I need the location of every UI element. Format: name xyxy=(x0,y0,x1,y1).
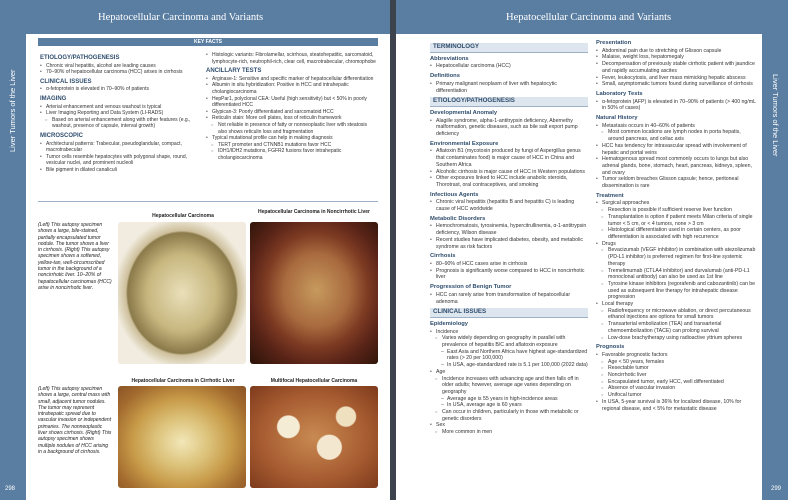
figure-title: Hepatocellular Carcinoma xyxy=(152,213,214,219)
list-item: • Chronic viral hepatitis (hepatitis B and hepatitis C) is leading cause of HCC worldwide xyxy=(430,199,588,212)
heading-microscopic: MICROSCOPIC xyxy=(40,132,84,139)
list-item: • Typical mutational profile can help in making diagnosis xyxy=(206,135,376,142)
right-page-number: 299 xyxy=(770,486,781,492)
list-subitem: ○ Age < 50 years, females xyxy=(596,359,758,366)
subheading: Abbreviations xyxy=(430,55,469,62)
list-item: • Surgical approaches xyxy=(596,200,758,207)
list-item: • Incidence xyxy=(430,329,588,336)
list-item: • Histologic variants: Fibrolamellar, scirrhous, steatohepatitic, sarcomatoid, lymphocyte-rich, neutrophil-rich, clear cell, macrotrabecular, chromophobe xyxy=(206,52,376,65)
figure-caption: (Left) This autopsy specimen shows a large, central mass with small, adjacent tumor nodules. The tumor may represent intrahepatic spread due to vascular invasion or independent primaries. The nonneoplastic liver shows cirrhosis. (Right) This autopsy specimen shows multiple nodules of HCC arising in a background of cirrhosis. xyxy=(38,386,112,455)
subheading: Presentation xyxy=(596,40,632,46)
list-item: • Aflatoxin B1 (mycotoxin produced by fungi of Aspergillus genus that contaminates food) is major cause of HCC in China and Southern Africa xyxy=(430,148,588,168)
list-item: • HCC has tendency for intravascular spread with involvement of hepatic and portal veins xyxy=(596,143,758,156)
left-page-number: 298 xyxy=(5,486,16,492)
list-subitem: ○ Transarterial embolization (TEA) and transarterial chemoembolization (TACE) can prolong survival xyxy=(596,321,758,334)
figure-title: Multifocal Hepatocellular Carcinoma xyxy=(270,378,358,384)
right-column-2 xyxy=(596,40,758,412)
list-subitem: ○ IDH1/IDH2 mutations, FGFR2 fusions favor intrahepatic cholangiocarcinoma xyxy=(206,148,376,161)
subheading: Definitions xyxy=(430,73,460,80)
left-page xyxy=(0,0,390,500)
list-item: • Prognosis is significantly worse compared to HCC in noncirrhotic liver xyxy=(430,268,588,281)
list-subitem: ○ Tremelimumab (CTLA4 inhibitor) and durvalumab (anti-PD-L1 monoclonal antibody) can also be used as 1st line xyxy=(596,268,758,281)
right-page xyxy=(396,0,788,500)
list-subitem: ○ Unifocal tumor xyxy=(596,392,758,399)
subheading: Metabolic Disorders xyxy=(430,215,486,222)
list-subitem: ○ Low-dose brachytherapy using radioactive yttrium spheres xyxy=(596,335,758,342)
list-item: • Hematogenous spread most commonly occurs to lungs but also adrenal glands, bone, stomach, heart, pancreas, kidneys, spleen, and ovary xyxy=(596,156,758,176)
list-item: • Malaise, weight loss, hepatomegaly xyxy=(596,54,758,61)
key-facts-column-2 xyxy=(206,52,376,162)
gross-specimen-image xyxy=(118,386,246,488)
list-subitem: ○ Absence of vascular invasion xyxy=(596,385,758,392)
list-item: • HCC can rarely arise from transformation of hepatocellular adenoma xyxy=(430,292,588,305)
figure-caption: (Left) This autopsy specimen shows a large, bile-stained, partially encapsulated tumor nodule. The tumor shows a liver in cirrhosis. (Right) This autopsy specimen shows a softened, yellow-tan, well-circumscribed tumor in the background of a noncirrhotic liver. 10–20% of hepatocellular carcinomas (HCC) arise in noncirrhotic liver. xyxy=(38,222,112,291)
list-subsubitem: – In USA, age-standardized rate is 5.1 per 100,000 (2022 data) xyxy=(430,362,588,369)
section-heading: ETIOLOGY/PATHOGENESIS xyxy=(430,97,588,107)
list-item: • Hepatocellular carcinoma (HCC) xyxy=(430,63,588,70)
list-item: • α-fetoprotein is elevated in 70–90% of patients xyxy=(40,86,198,93)
list-item: • Glypican-3: Poorly differentiated and sarcomatoid HCC xyxy=(206,109,376,116)
list-subitem: ○ Bevacizumab (VEGF inhibitor) in combination with atezolizumab (PD-L1 inhibitor) is preferred regimen for first-line systemic therapy xyxy=(596,247,758,267)
subheading: Laboratory Tests xyxy=(596,90,643,97)
heading-imaging: IMAGING xyxy=(40,95,67,102)
list-item: • Chronic viral hepatitis, alcohol are leading causes xyxy=(40,63,198,70)
list-subitem: ○ Radiofrequency or microwave ablation, or direct percutaneous ethanol injections are options for small tumors xyxy=(596,308,758,321)
list-item: • Sex xyxy=(430,422,588,429)
list-item: • Abdominal pain due to stretching of Glisson capsule xyxy=(596,48,758,55)
section-heading: CLINICAL ISSUES xyxy=(430,308,588,318)
list-item: • Tumor cells resemble hepatocytes with polygonal shape, round, vesicular nuclei, and prominent nucleoli xyxy=(40,154,198,167)
subheading: Infectious Agents xyxy=(430,191,479,198)
key-facts-divider xyxy=(38,201,378,202)
figure-title: Hepatocellular Carcinoma in Cirrhotic Liver xyxy=(131,378,235,384)
right-side-tab-label: Liver Tumors of the Liver xyxy=(771,74,780,157)
list-subitem: ○ Most common locations are lymph nodes in porta hepatis, around pancreas, and celiac axis xyxy=(596,129,758,142)
list-item: • In USA, 5-year survival is 36% for localized disease, 10% for regional disease, and < 5% for metastatic disease xyxy=(596,399,758,412)
list-item: • Primary malignant neoplasm of liver with hepatocytic differentiation xyxy=(430,81,588,94)
list-item: • Hemochromatosis, tyrosinemia, hypercitrullinemia, α-1-antitrypsin deficiency, Wilson disease xyxy=(430,223,588,236)
list-item: • Alcoholic cirrhosis is major cause of HCC in Western populations xyxy=(430,169,588,176)
key-facts-bar: KEY FACTS xyxy=(38,38,378,46)
heading-etiology: ETIOLOGY/PATHOGENESIS xyxy=(40,55,120,61)
list-item: • Drugs xyxy=(596,241,758,248)
list-item: • Favorable prognostic factors xyxy=(596,352,758,359)
left-page-header: Hepatocellular Carcinoma and Variants xyxy=(0,0,390,34)
list-subitem: ○ Tyrosine kinase inhibitors (regorafenib and cabozantinib) can be used as subsequent line therapy for intrahepatic disease progression xyxy=(596,281,758,301)
subheading: Developmental Anomaly xyxy=(430,109,498,116)
list-item: • Other exposures linked to HCC include anabolic steroids, Thorotrast, oral contraceptives, and smoking xyxy=(430,175,588,188)
list-item: • Tumor seldom breaches Glisson capsule; hence, peritoneal dissemination is rare xyxy=(596,176,758,189)
list-subitem: ○ More common in men xyxy=(430,429,588,436)
list-item: • 80–90% of HCC cases arise in cirrhosis xyxy=(430,261,588,268)
list-subitem: ○ Encapsulated tumor, early HCC, well differentiated xyxy=(596,379,758,386)
right-side-tab xyxy=(762,34,788,500)
list-item: • Reticulin stain: More cell plates, loss of reticulin framework xyxy=(206,115,376,122)
list-subsubitem: – In USA, average age is 60 years xyxy=(430,402,588,409)
subheading: Natural History xyxy=(596,115,638,122)
list-subitem: ○ Based on arterial enhancement along with other features (e.g., washout, presence of capsule, interval growth) xyxy=(40,117,198,130)
list-item: • Local therapy xyxy=(596,301,758,308)
gross-specimen-image xyxy=(250,222,378,364)
list-subsubitem: – East Asia and Northern Africa have highest age-standardized rates (> 20 per 100,000) xyxy=(430,349,588,362)
list-subitem: ○ Resection is possible if sufficient reserve liver function xyxy=(596,207,758,214)
key-facts-column-1 xyxy=(40,52,198,174)
gross-specimen-image xyxy=(118,222,246,364)
list-item: • α-fetoprotein (AFP) is elevated in 70–90% of patients (> 400 ng/mL in 50% of cases) xyxy=(596,99,758,112)
list-item: • 70–90% of hepatocellular carcinoma (HCC) arises in cirrhosis xyxy=(40,69,198,76)
subheading: Cirrhosis xyxy=(430,253,456,260)
list-subitem: ○ Can occur in children, particularly in those with metabolic or genetic disorders xyxy=(430,409,588,422)
list-item: • Arterial enhancement and venous washout is typical xyxy=(40,104,198,111)
left-side-tab-label: Liver Tumors of the Liver xyxy=(8,69,17,152)
list-item: • Bile pigment in dilated canaliculi xyxy=(40,167,198,174)
list-item: • Albumin in situ hybridization: Positive in HCC and intrahepatic cholangiocarcinoma xyxy=(206,82,376,95)
subheading: Environmental Exposure xyxy=(430,140,499,147)
list-item: • Recent studies have implicated diabetes, obesity, and metabolic syndrome as risk factors xyxy=(430,237,588,250)
list-subitem: ○ Histological differentiation used in certain centers, as poor differentiation is associated with high recurrence xyxy=(596,227,758,240)
list-item: • Small, asymptomatic tumors found during surveillance of cirrhosis xyxy=(596,81,758,88)
heading-clinical: CLINICAL ISSUES xyxy=(40,78,92,85)
list-item: • Arginase-1: Sensitive and specific marker of hepatocellular differentiation xyxy=(206,76,376,83)
gross-specimen-image xyxy=(250,386,378,488)
list-subitem: ○ Varies widely depending on geography in parallel with prevalence of hepatitis B/C and aflatoxin exposure xyxy=(430,335,588,348)
list-item: • Architectural patterns: Trabecular, pseudoglandular, compact, macrotrabecular xyxy=(40,141,198,154)
subheading: Treatment xyxy=(596,192,624,199)
subheading: Progression of Benign Tumor xyxy=(430,284,512,291)
section-heading: TERMINOLOGY xyxy=(430,43,588,53)
list-item: • Fever, leukocytosis, and liver mass mimicking hepatic abscess xyxy=(596,75,758,82)
list-subitem: ○ TERT promoter and CTNNB1 mutations favor HCC xyxy=(206,142,376,149)
list-item: • Metastasis occurs in 40–60% of patients xyxy=(596,123,758,130)
list-subsubitem: – Average age is 55 years in high-incidence areas xyxy=(430,396,588,403)
list-subitem: ○ Noncirrhotic liver xyxy=(596,372,758,379)
list-item: • Liver Imaging Reporting and Data System (LI-RADS) xyxy=(40,110,198,117)
list-item: • Decompensation of previously stable cirrhotic patient with jaundice and rapidly accumulating ascites xyxy=(596,61,758,74)
list-subitem: ○ Transplantation is option if patient meets Milan criteria of single tumor < 5 cm, or < 4 tumors, none > 3 cm xyxy=(596,214,758,227)
left-side-tab xyxy=(0,34,26,500)
list-item: • HepPar1, polyclonal CEA: Useful (high sensitivity) but < 50% in poorly differentiated HCC xyxy=(206,96,376,109)
right-page-header: Hepatocellular Carcinoma and Variants xyxy=(396,0,788,34)
list-item: • Alagille syndrome, alpha-1-antitrypsin deficiency, Abernethy malformation, genetic diseases, such as bile salt export pump deficiency xyxy=(430,118,588,138)
subheading: Prognosis xyxy=(596,344,625,351)
list-subitem: ○ Resectable tumor xyxy=(596,365,758,372)
heading-ancillary: ANCILLARY TESTS xyxy=(206,68,262,75)
list-subitem: ○ Incidence increases with advancing age and then falls off in older adults; however, average age varies depending on geography xyxy=(430,376,588,396)
figure-title: Hepatocellular Carcinoma in Noncirrhotic Liver xyxy=(258,209,370,215)
list-item: • Age xyxy=(430,369,588,376)
list-subitem: ○ Not reliable in presence of fatty or nonneoplastic liver with steatosis also shows reticulin loss and fragmentation xyxy=(206,122,376,135)
subheading: Epidemiology xyxy=(430,320,469,327)
right-column-1 xyxy=(430,40,588,436)
